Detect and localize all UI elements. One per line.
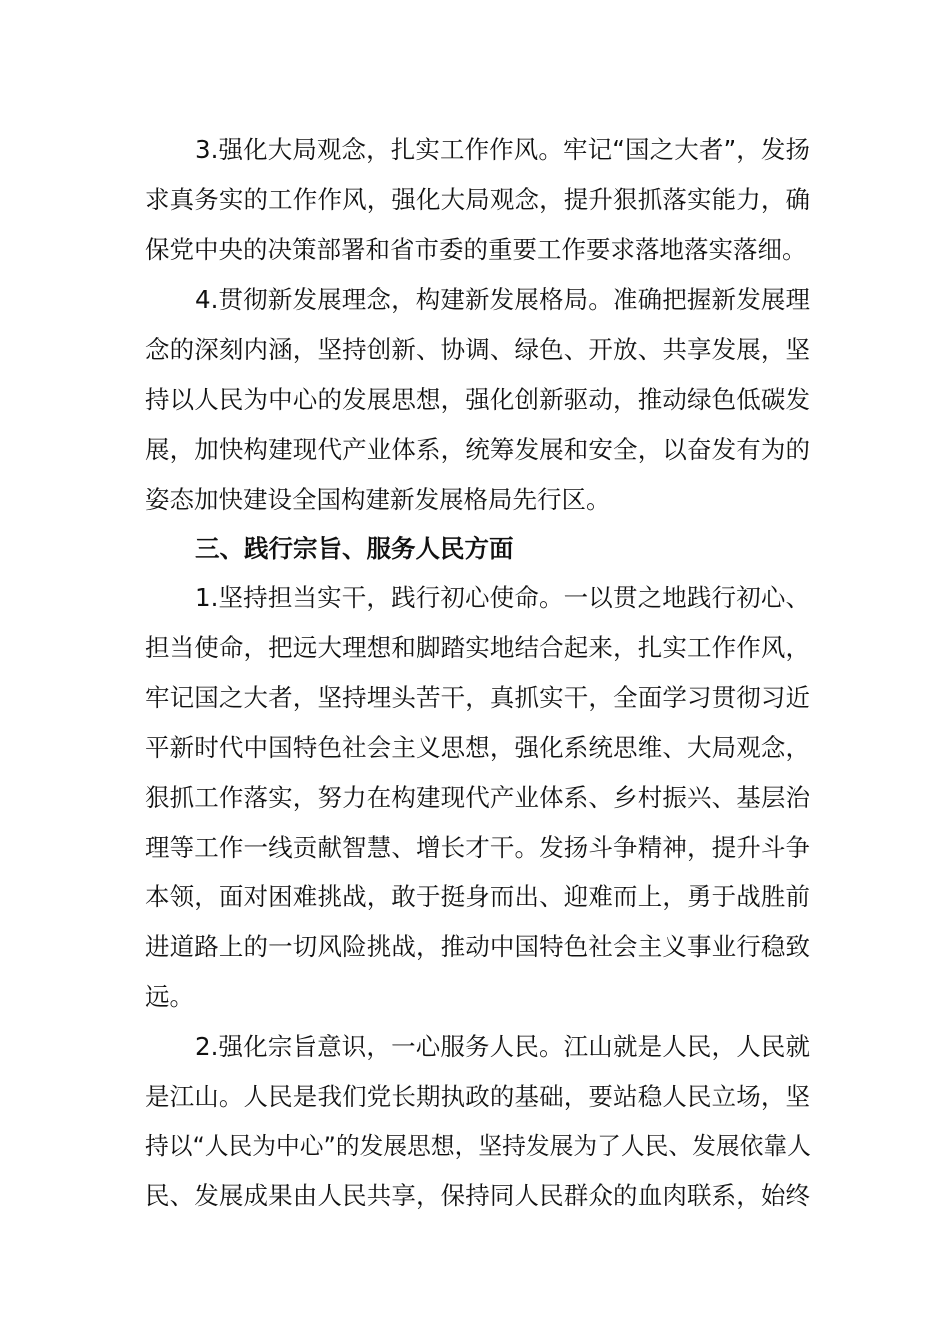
paragraph-line: 4.贯彻新发展理念，构建新发展格局。准确把握新发展理 — [195, 285, 810, 314]
paragraph-line: 1.坚持担当实干，践行初心使命。一以贯之地践行初心、 — [195, 583, 810, 612]
paragraph-line: 展，加快构建现代产业体系，统筹发展和安全，以奋发有为的 — [145, 435, 810, 464]
section-heading: 三、践行宗旨、服务人民方面 — [195, 534, 514, 563]
paragraph-line: 民、发展成果由人民共享，保持同人民群众的血肉联系，始终 — [145, 1181, 810, 1210]
paragraph-line: 2.强化宗旨意识，一心服务人民。江山就是人民，人民就 — [195, 1032, 810, 1061]
paragraph-line: 本领，面对困难挑战，敢于挺身而出、迎难而上，勇于战胜前 — [145, 882, 810, 911]
paragraph-line: 进道路上的一切风险挑战，推动中国特色社会主义事业行稳致 — [145, 932, 810, 961]
paragraph-line: 持以人民为中心的发展思想，强化创新驱动，推动绿色低碳发 — [145, 385, 810, 414]
paragraph-line: 持以“人民为中心”的发展思想，坚持发展为了人民、发展依靠人 — [145, 1132, 811, 1160]
paragraph-line: 狠抓工作落实，努力在构建现代产业体系、乡村振兴、基层治 — [145, 783, 810, 812]
paragraph-line: 是江山。人民是我们党长期执政的基础，要站稳人民立场，坚 — [145, 1082, 810, 1111]
paragraph-line: 3.强化大局观念，扎实工作作风。牢记“国之大者”，发扬 — [195, 135, 810, 164]
paragraph-line: 担当使命，把远大理想和脚踏实地结合起来，扎实工作作风， — [145, 633, 810, 662]
paragraph-line: 远。 — [145, 982, 194, 1011]
paragraph-line: 理等工作一线贡献智慧、增长才干。发扬斗争精神，提升斗争 — [145, 833, 810, 862]
paragraph-line: 保党中央的决策部署和省市委的重要工作要求落地落实落细。 — [145, 235, 807, 264]
paragraph-line: 牢记国之大者，坚持埋头苦干，真抓实干，全面学习贯彻习近 — [145, 683, 810, 712]
paragraph-line: 姿态加快建设全国构建新发展格局先行区。 — [145, 485, 611, 514]
paragraph-line: 求真务实的工作作风，强化大局观念，提升狠抓落实能力，确 — [145, 185, 810, 214]
paragraph-line: 念的深刻内涵，坚持创新、协调、绿色、开放、共享发展，坚 — [145, 335, 810, 364]
paragraph-line: 平新时代中国特色社会主义思想，强化系统思维、大局观念， — [145, 733, 810, 762]
